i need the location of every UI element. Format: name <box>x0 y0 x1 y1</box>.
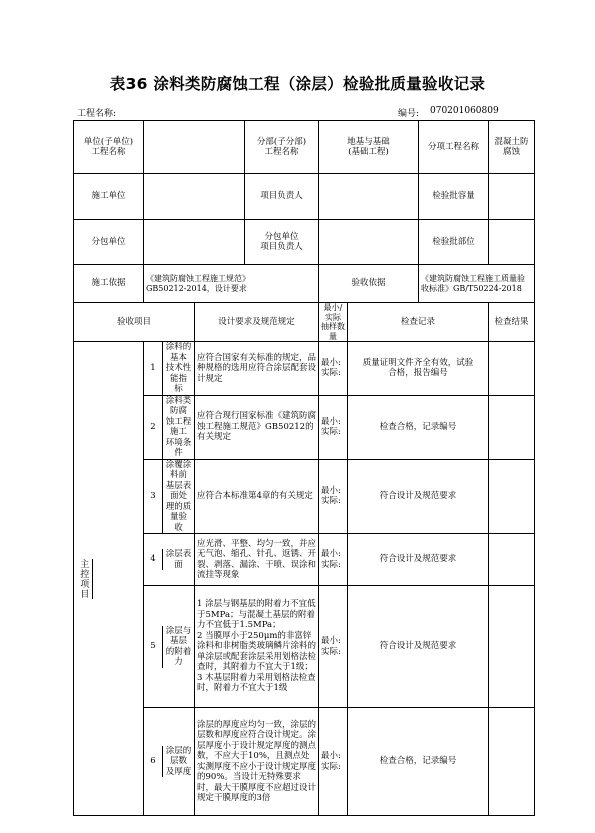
contractor-label: 施工单位 <box>74 174 144 220</box>
contractor-value[interactable] <box>144 174 245 220</box>
division-value-text: 地基与基础 (基础工程) <box>347 136 390 157</box>
item-sample-text: 最小: 实际: <box>321 416 341 437</box>
col-header-requirement: 设计要求及规范规定 <box>195 303 319 342</box>
item-name <box>163 549 195 570</box>
item-requirement <box>195 586 319 708</box>
item-record-text: 检查合格，记录编号 <box>379 421 457 432</box>
table-row <box>74 534 535 586</box>
main-control-label-cell <box>74 559 93 599</box>
item-name-text: 涂料类防腐 蚀工程施工 环境条件 <box>165 395 192 458</box>
item-inner-4 <box>144 549 194 570</box>
item-result[interactable] <box>489 534 535 586</box>
item-inner-1 <box>144 342 194 395</box>
table-row <box>74 586 535 708</box>
column-header-row <box>74 303 535 342</box>
item-name <box>163 460 195 534</box>
item-record-text: 质量证明文件齐全有效，试验 合格，报告编号 <box>362 357 474 379</box>
item-sample <box>319 586 348 708</box>
item-record-text: 检查合格，记录编号 <box>379 756 457 767</box>
item-result[interactable] <box>489 395 535 459</box>
item-inner-3 <box>144 460 194 534</box>
table-row <box>74 395 535 459</box>
pm-value[interactable] <box>319 174 419 220</box>
item-name <box>163 342 195 395</box>
main-control-cell <box>74 342 144 816</box>
acceptance-basis-label: 验收依据 <box>319 265 419 303</box>
subitem-label: 分项工程名称 <box>419 121 489 174</box>
item-requirement: 应符合本标准第4章的有关规定 <box>195 459 319 534</box>
item-record-text: 符合设计及规范要求 <box>379 491 457 501</box>
item-requirement: 应符合国家有关标准的规定，品种规格的选用应符合涂层配套设计规定 <box>195 342 319 396</box>
item-sample <box>319 459 348 534</box>
project-name-label: 工程名称: <box>77 109 117 119</box>
item-result[interactable] <box>489 342 535 396</box>
unit-value[interactable] <box>144 121 245 174</box>
item-requirement: 应光滑、平整、均匀一致，并应无气泡、缩孔、针孔、返锈、开裂、剥落、漏涂、干喷、误涂和流挂等现象 <box>195 534 319 586</box>
item-no: 5 <box>144 626 163 668</box>
location-value[interactable] <box>489 220 535 265</box>
item-no: 2 <box>144 396 163 459</box>
division-value <box>319 121 419 174</box>
item-sample-text: 最小: 实际: <box>321 485 341 507</box>
item-no: 6 <box>144 746 163 778</box>
capacity-label: 检验批容量 <box>419 174 489 220</box>
acceptance-form-table <box>73 120 535 816</box>
table-row <box>74 459 535 534</box>
division-label-text: 分部(子分部) 工程名称 <box>256 136 307 157</box>
item-record <box>348 459 489 534</box>
col-header-sample-text: 最小/实际 抽样数量 <box>321 303 345 341</box>
item-inner-2 <box>144 396 194 459</box>
acceptance-basis-value <box>419 265 535 303</box>
main-control-inner <box>74 559 143 599</box>
item-no: 4 <box>144 549 163 570</box>
unit-label-text: 单位(子单位) 工程名称 <box>83 136 134 157</box>
item-record <box>348 395 489 459</box>
item-cell-3 <box>144 459 195 534</box>
item-name <box>163 746 195 778</box>
col-header-item: 验收项目 <box>74 303 195 342</box>
item-cell-6 <box>144 708 195 816</box>
info-row-basis <box>74 265 535 303</box>
item-sample-text: 最小: 实际: <box>321 751 341 772</box>
item-result[interactable] <box>489 459 535 534</box>
item-no: 3 <box>144 460 163 534</box>
item-cell-4 <box>144 534 195 586</box>
item-no: 1 <box>144 342 163 395</box>
table-row <box>74 708 535 816</box>
item-record-text: 符合设计及规范要求 <box>379 641 457 652</box>
item-name-text: 涂层的层数 及厚度 <box>165 745 192 777</box>
item-cell-5 <box>144 586 195 708</box>
item-sample-text: 最小: 实际: <box>321 549 341 570</box>
item-cell-2 <box>144 395 195 459</box>
basis-value <box>144 265 319 303</box>
item-sample <box>319 534 348 586</box>
item-sample-text: 最小: 实际: <box>321 357 341 379</box>
col-header-sample <box>319 303 348 342</box>
location-label: 检验批部位 <box>419 220 489 265</box>
item-sample <box>319 342 348 396</box>
acceptance-basis-value-text: 《建筑防腐蚀工程施工质量验 收标准》GB/T50224-2018 <box>421 274 526 293</box>
item-sample <box>319 395 348 459</box>
item-inner-6 <box>144 746 194 778</box>
sub-pm-label-text: 分包单位 项目负责人 <box>260 231 303 252</box>
subcontractor-value[interactable] <box>144 220 245 265</box>
capacity-value[interactable] <box>489 174 535 220</box>
main-control-spacer <box>93 559 144 599</box>
item-requirement: 涂层的厚度应均匀一致，涂层的层数和厚度应符合设计规定。涂层厚度小于设计规定厚度的测点数，不应大于10%，且测点处实测厚度不应小于设计规定厚度的90%。当设计无特殊要求时，最大干膜厚度不应超过设计规定干膜厚度的3倍 <box>195 708 319 816</box>
item-name-text: 涂覆涂料前 基层表面处 理的质量验 收 <box>165 459 192 533</box>
unit-label <box>74 121 144 174</box>
item-name-text: 涂层表面 <box>165 549 192 570</box>
info-row-unit <box>74 121 535 174</box>
sub-pm-value[interactable] <box>319 220 419 265</box>
col-header-record: 检查记录 <box>348 303 489 342</box>
item-name <box>163 396 195 459</box>
item-requirement-text: 1 涂层与钢基层的附着力不宜低于5MPa；与混凝土基层的附着力不宜低于1.5MPa； 2 当膜厚小于250μm的非富锌涂料和非树脂类玻璃鳞片涂料的单涂层或配套涂层采用划格法检查时，其附着力不宜大于1级； 3 木基层附着力采用划格法检查时，附着力不宜大于1级 <box>197 599 317 694</box>
subitem-value: 混凝土防腐蚀 <box>489 121 535 174</box>
main-control-label: 主控项目 <box>78 558 89 599</box>
item-sample <box>319 708 348 816</box>
item-name-text: 涂料的基本 技术性能指 标 <box>165 342 192 394</box>
info-row-subcontractor <box>74 220 535 265</box>
basis-label: 施工依据 <box>74 265 144 303</box>
item-result[interactable] <box>489 586 535 708</box>
subcontractor-label: 分包单位 <box>74 220 144 265</box>
item-name <box>163 626 195 668</box>
item-record-text: 符合设计及规范要求 <box>379 554 457 565</box>
info-row-contractor <box>74 174 535 220</box>
item-cell-1 <box>144 342 195 396</box>
pm-label: 项目负责人 <box>245 174 319 220</box>
item-name-text: 涂层与基层 的附着力 <box>165 625 192 667</box>
item-record <box>348 342 489 396</box>
sub-pm-label <box>245 220 319 265</box>
table-row <box>74 342 535 396</box>
col-header-result: 检查结果 <box>489 303 535 342</box>
item-inner-5 <box>144 626 194 668</box>
item-record <box>348 586 489 708</box>
item-result[interactable] <box>489 708 535 816</box>
item-record <box>348 534 489 586</box>
item-requirement: 应符合现行国家标准《建筑防腐蚀工程施工规范》GB50212的有关规定 <box>195 395 319 459</box>
item-sample-text: 最小: 实际: <box>321 636 341 657</box>
page-title: 表36 涂料类防腐蚀工程（涂层）检验批质量验收记录 <box>109 75 486 93</box>
number-label: 编号: <box>398 109 420 119</box>
division-label <box>245 121 319 174</box>
number-value: 070201060809 <box>430 106 499 116</box>
item-record <box>348 708 489 816</box>
basis-value-text: 《建筑防腐蚀工程施工规范》 GB50212-2014，设计要求 <box>146 274 250 293</box>
